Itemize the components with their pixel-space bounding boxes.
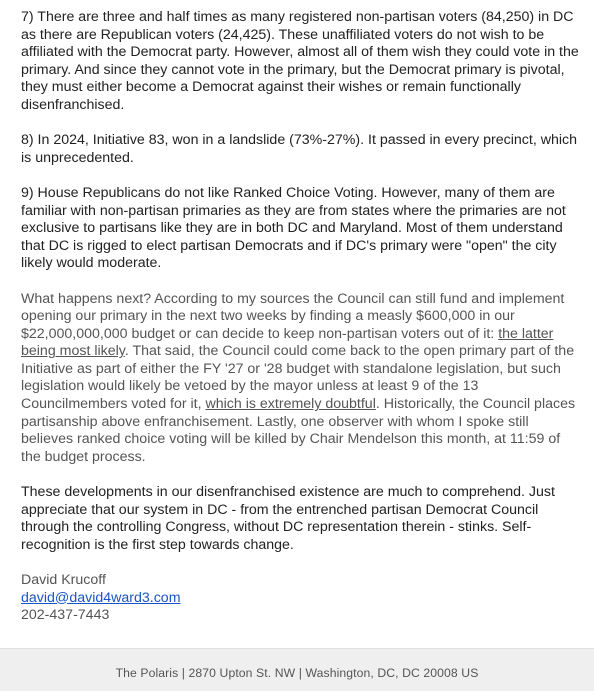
signature-name: David Krucoff (21, 572, 106, 588)
paragraph-what-happens-next (21, 291, 583, 467)
email-content (21, 9, 583, 642)
next-text-part-c: . Historically, the Council places partisanship above enfranchisement. Lastly, one observer with whom I spoke still believes ranked choice voting will be killed by Chair Mendelson this month, at 11:59 of the budget process. (21, 396, 576, 465)
next-text-part-b: . That said, the Council could come back to the open primary part of the Initiative as part of either the FY '27 or '28 budget with standalone legislation, but such legislation would likely be vetoed by the mayor unless at least 9 of the 13 Councilmembers voted for it, (21, 343, 575, 413)
underlined-phrase-latter-likely: the latter being most likely (21, 325, 554, 360)
paragraph-point-9: 9) House Republicans do not like Ranked Choice Voting. However, many of them are familiar with non-partisan primaries as they are from states where the primaries are not exclusive to partisans like they are in both DC and Maryland. Most of them understand that DC is rigged to elect partisan Democrats and if DC's primary were "open" the city likely would moderate. (21, 184, 566, 272)
next-text-part-a: What happens next? According to my sources the Council can still fund and implement opening our primary in the next two weeks by finding a measly $600,000 in our $22,000,000,000 budget or can decide to keep non-partisan voters out of it: (21, 290, 565, 342)
signature-email-link[interactable]: david@david4ward3.com (21, 589, 181, 606)
paragraph-closing: These developments in our disenfranchised existence are much to comprehend. Just appreciate that our system in DC - from the entrenched partisan Democrat Council through the controlling Congress, without DC representation therein - stinks. Self-recognition is the first step towards change. (21, 484, 555, 553)
signature-block (21, 572, 583, 625)
footer-address: The Polaris | 2870 Upton St. NW | Washington, DC, DC 20008 US (115, 666, 479, 680)
paragraph-point-8: 8) In 2024, Initiative 83, won in a landslide (73%-27%). It passed in every precinct, which is unprecedented. (21, 132, 577, 166)
paragraph-point-7: 7) There are three and half times as many registered non-partisan voters (84,250) in DC as there are Republican voters (24,425). These unaffiliated voters do not wish to be affiliated with the Democrat party. However, almost all of them wish they could vote in the primary. And since they cannot vote in the primary, but the Democrat primary is pivotal, they must either become a Democrat against their wishes or remain functionally disenfranchised. (21, 9, 579, 113)
email-footer (0, 648, 594, 691)
signature-phone: 202-437-7443 (21, 607, 110, 624)
underlined-phrase-extremely-doubtful: which is extremely doubtful (205, 396, 376, 413)
